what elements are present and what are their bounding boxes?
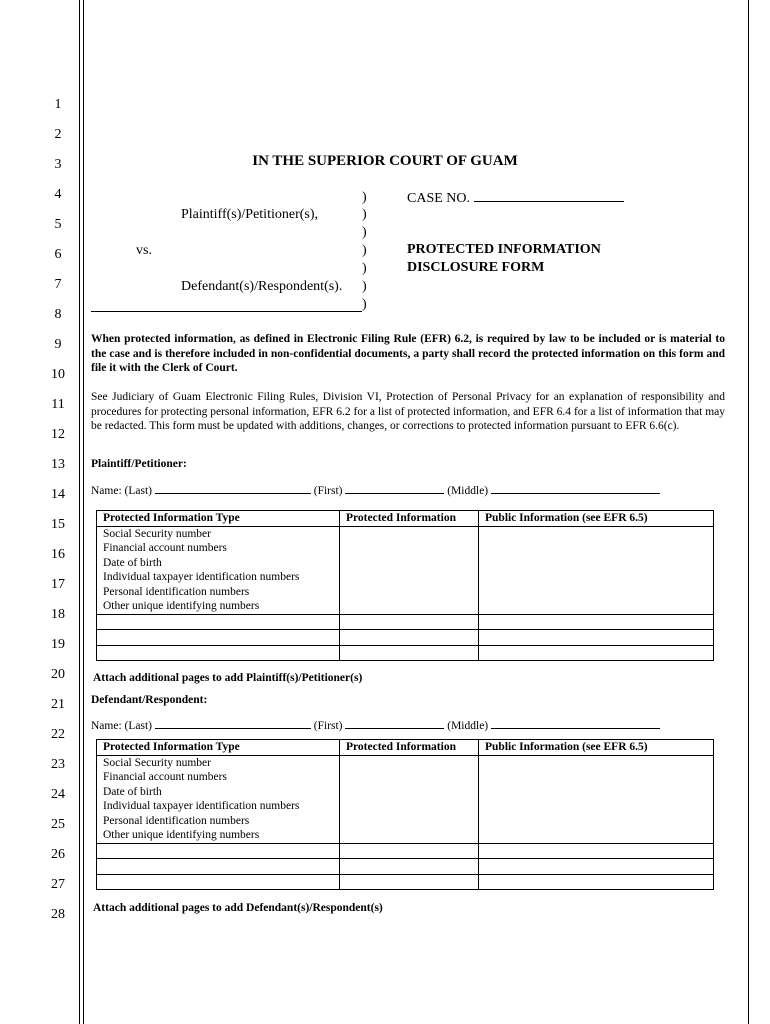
defendant-first-name-field[interactable] [345, 716, 444, 729]
defendant-info-table [96, 739, 714, 890]
info-type-cell: Individual taxpayer identification numbers [97, 570, 340, 585]
defendant-public-info-cell[interactable] [479, 859, 714, 875]
line-number: 4 [54, 187, 62, 202]
plaintiff-protected-info-cell[interactable] [340, 556, 479, 571]
plaintiff-label: Plaintiff(s)/Petitioner(s), [181, 207, 318, 222]
defendant-protected-info-cell[interactable] [340, 799, 479, 814]
defendant-public-info-cell[interactable] [479, 799, 714, 814]
table-row [97, 541, 714, 556]
line-number: 21 [51, 697, 65, 712]
info-type-cell: Financial account numbers [97, 541, 340, 556]
line-number: 14 [51, 487, 65, 502]
info-type-cell [97, 859, 340, 875]
line-number: 7 [54, 277, 62, 292]
plaintiff-attach-note: Attach additional pages to add Plaintiff(s)/Petitioner(s) [93, 672, 363, 684]
table-row [97, 770, 714, 785]
info-type-cell: Other unique identifying numbers [97, 828, 340, 843]
intro-paragraph: When protected information, as defined in Electronic Filing Rule (EFR) 6.2, is required by law to be included or is material to the case and is therefore included in non-confidential documents, a party shall record the protected information on this form and file it with the Clerk of Court. [91, 333, 725, 374]
line-number: 28 [51, 907, 65, 922]
vs-label: vs. [136, 243, 152, 258]
plaintiff-name-row [91, 481, 660, 497]
plaintiff-public-info-cell[interactable] [479, 645, 714, 661]
column-header: Protected Information Type [97, 740, 340, 756]
plaintiff-public-info-cell[interactable] [479, 585, 714, 600]
defendant-name-row [91, 716, 660, 732]
info-type-cell: Social Security number [97, 755, 340, 770]
defendant-public-info-cell[interactable] [479, 874, 714, 890]
table-row [97, 799, 714, 814]
defendant-protected-info-cell[interactable] [340, 843, 479, 859]
info-type-cell: Social Security number [97, 526, 340, 541]
table-row [97, 859, 714, 875]
line-number: 17 [51, 577, 65, 592]
plaintiff-first-name-field[interactable] [345, 481, 444, 494]
case-no-field[interactable] [474, 189, 624, 202]
caption-paren: ) [362, 190, 367, 205]
defendant-attach-note: Attach additional pages to add Defendant(s)/Respondent(s) [93, 902, 383, 914]
line-number: 16 [51, 547, 65, 562]
plaintiff-protected-info-cell[interactable] [340, 645, 479, 661]
line-number: 9 [54, 337, 62, 352]
defendant-protected-info-cell[interactable] [340, 859, 479, 875]
defendant-protected-info-cell[interactable] [340, 785, 479, 800]
line-number: 27 [51, 877, 65, 892]
plaintiff-public-info-cell[interactable] [479, 599, 714, 614]
table-row [97, 755, 714, 770]
defendant-protected-info-cell[interactable] [340, 814, 479, 829]
line-number: 26 [51, 847, 65, 862]
table-header-row [97, 511, 714, 527]
info-type-cell: Personal identification numbers [97, 585, 340, 600]
info-type-cell: Financial account numbers [97, 770, 340, 785]
defendant-protected-info-cell[interactable] [340, 755, 479, 770]
table-row [97, 785, 714, 800]
table-row [97, 526, 714, 541]
line-number: 19 [51, 637, 65, 652]
line-number: 3 [54, 157, 62, 172]
info-type-cell [97, 645, 340, 661]
caption-paren: ) [362, 297, 367, 312]
form-title-line-1: PROTECTED INFORMATION [407, 242, 601, 257]
line-number: 23 [51, 757, 65, 772]
plaintiff-public-info-cell[interactable] [479, 614, 714, 630]
plaintiff-public-info-cell[interactable] [479, 526, 714, 541]
name-middle-label: (Middle) [447, 720, 489, 732]
defendant-heading: Defendant/Respondent: [91, 694, 208, 706]
defendant-label: Defendant(s)/Respondent(s). [181, 279, 343, 294]
info-type-cell [97, 874, 340, 890]
plaintiff-public-info-cell[interactable] [479, 556, 714, 571]
defendant-middle-name-field[interactable] [491, 716, 660, 729]
plaintiff-protected-info-cell[interactable] [340, 570, 479, 585]
see-paragraph: See Judiciary of Guam Electronic Filing Rules, Division VI, Protection of Personal Privacy for an explanation of responsibility and procedures for protecting personal information, EFR 6.2 for a list of protected information, and EFR 6.4 for a list of information that may be redacted. This form must be updated with additions, changes, or corrections to protected information pursuant to EFR 6.6(c). [91, 391, 725, 432]
column-header: Protected Information [340, 740, 479, 756]
case-no [407, 189, 624, 207]
line-number: 13 [51, 457, 65, 472]
defendant-public-info-cell[interactable] [479, 843, 714, 859]
plaintiff-protected-info-cell[interactable] [340, 585, 479, 600]
line-number: 24 [51, 787, 65, 802]
caption-paren: ) [362, 261, 367, 276]
plaintiff-info-table [96, 510, 714, 661]
defendant-public-info-cell[interactable] [479, 814, 714, 829]
name-first-label: (First) [313, 485, 343, 497]
plaintiff-protected-info-cell[interactable] [340, 614, 479, 630]
name-first-label: (First) [313, 720, 343, 732]
info-type-cell: Individual taxpayer identification numbers [97, 799, 340, 814]
plaintiff-last-name-field[interactable] [155, 481, 311, 494]
name-last-label: Name: (Last) [91, 485, 152, 497]
table-row [97, 570, 714, 585]
plaintiff-middle-name-field[interactable] [491, 481, 660, 494]
plaintiff-protected-info-cell[interactable] [340, 599, 479, 614]
column-header: Protected Information [340, 511, 479, 527]
defendant-public-info-cell[interactable] [479, 755, 714, 770]
caption-paren: ) [362, 207, 367, 222]
line-number: 11 [51, 397, 65, 412]
caption-paren: ) [362, 225, 367, 240]
defendant-protected-info-cell[interactable] [340, 770, 479, 785]
info-type-cell: Date of birth [97, 556, 340, 571]
plaintiff-protected-info-cell[interactable] [340, 630, 479, 646]
court-title: IN THE SUPERIOR COURT OF GUAM [252, 153, 518, 169]
table-row [97, 585, 714, 600]
table-row [97, 828, 714, 843]
caption-underline [91, 311, 362, 312]
plaintiff-public-info-cell[interactable] [479, 630, 714, 646]
line-number: 8 [54, 307, 62, 322]
defendant-public-info-cell[interactable] [479, 770, 714, 785]
case-no-label: CASE NO. [407, 191, 471, 206]
defendant-public-info-cell[interactable] [479, 785, 714, 800]
line-number: 18 [51, 607, 65, 622]
caption-paren: ) [362, 279, 367, 294]
info-type-cell: Personal identification numbers [97, 814, 340, 829]
plaintiff-heading: Plaintiff/Petitioner: [91, 458, 187, 470]
table-row [97, 556, 714, 571]
info-type-cell [97, 843, 340, 859]
table-row [97, 843, 714, 859]
line-number: 2 [54, 127, 62, 142]
defendant-public-info-cell[interactable] [479, 828, 714, 843]
table-row [97, 599, 714, 614]
column-header: Public Information (see EFR 6.5) [479, 740, 714, 756]
plaintiff-public-info-cell[interactable] [479, 570, 714, 585]
info-type-cell [97, 630, 340, 646]
line-number: 10 [51, 367, 65, 382]
caption-paren: ) [362, 243, 367, 258]
line-number: 12 [51, 427, 65, 442]
table-row [97, 874, 714, 890]
plaintiff-protected-info-cell[interactable] [340, 541, 479, 556]
info-type-cell [97, 614, 340, 630]
table-row [97, 630, 714, 646]
plaintiff-public-info-cell[interactable] [479, 541, 714, 556]
defendant-protected-info-cell[interactable] [340, 874, 479, 890]
line-number: 25 [51, 817, 65, 832]
column-header: Protected Information Type [97, 511, 340, 527]
table-header-row [97, 740, 714, 756]
table-row [97, 614, 714, 630]
line-number: 22 [51, 727, 65, 742]
plaintiff-protected-info-cell[interactable] [340, 526, 479, 541]
info-type-cell: Other unique identifying numbers [97, 599, 340, 614]
info-type-cell: Date of birth [97, 785, 340, 800]
line-number: 5 [54, 217, 62, 232]
table-row [97, 814, 714, 829]
column-header: Public Information (see EFR 6.5) [479, 511, 714, 527]
defendant-protected-info-cell[interactable] [340, 828, 479, 843]
line-number: 1 [54, 97, 62, 112]
line-number: 20 [51, 667, 65, 682]
name-last-label: Name: (Last) [91, 720, 152, 732]
table-row [97, 645, 714, 661]
line-number: 6 [54, 247, 62, 262]
form-title-line-2: DISCLOSURE FORM [407, 260, 545, 275]
line-number: 15 [51, 517, 65, 532]
name-middle-label: (Middle) [447, 485, 489, 497]
defendant-last-name-field[interactable] [155, 716, 311, 729]
